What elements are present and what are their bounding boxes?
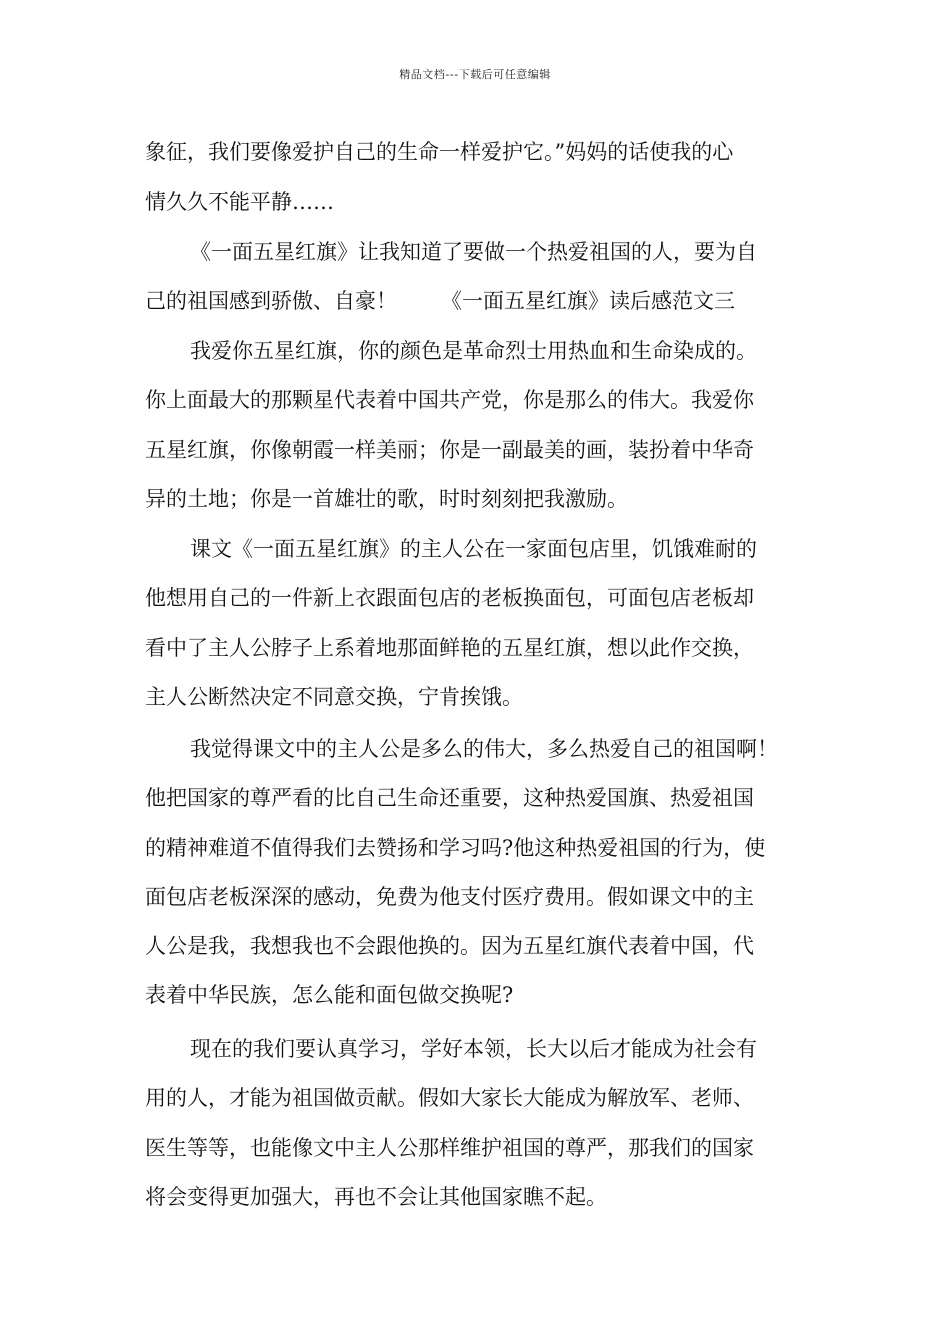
text-line: 主人公断然决定不同意交换，宁肯挨饿。 — [145, 685, 523, 709]
text-line: 我爱你五星红旗，你的颜色是革命烈士用热血和生命染成的。 — [190, 339, 757, 363]
text-line: 他把国家的尊严看的比自己生命还重要，这种热爱国旗、热爱祖国 — [145, 786, 754, 810]
text-line — [145, 286, 810, 316]
text-line: 你上面最大的那颗星代表着中国共产党，你是那么的伟大。我爱你 — [145, 388, 754, 412]
text-line: 情久久不能平静…… — [145, 190, 334, 214]
text-line: 我觉得课文中的主人公是多么的伟大，多么热爱自己的祖国啊！ — [190, 737, 778, 761]
text-line: 表着中华民族，怎么能和面包做交换呢? — [145, 983, 514, 1007]
text-line: 课文《一面五星红旗》的主人公在一家面包店里，饥饿难耐的 — [190, 537, 757, 561]
text-line: 他想用自己的一件新上衣跟面包店的老板换面包，可面包店老板却 — [145, 586, 754, 610]
text-line: 异的土地；你是一首雄壮的歌，时时刻刻把我激励。 — [145, 487, 628, 511]
text-line: 现在的我们要认真学习，学好本领，长大以后才能成为社会有 — [190, 1037, 757, 1061]
text-line: 象征，我们要像爱护自己的生命一样爱护它。”妈妈的话使我的心 — [145, 140, 734, 164]
text-line: 用的人，才能为祖国做贡献。假如大家长大能成为解放军、老师、 — [145, 1086, 754, 1110]
text-segment: 己的祖国感到骄傲、自豪！ — [145, 289, 397, 313]
text-line: 的精神难道不值得我们去赞扬和学习吗?他这种热爱祖国的行为，使 — [145, 836, 766, 860]
text-line: 《一面五星红旗》让我知道了要做一个热爱祖国的人，要为自 — [190, 240, 757, 264]
text-line: 将会变得更加强大，再也不会让其他国家瞧不起。 — [145, 1185, 607, 1209]
text-line: 面包店老板深深的感动，免费为他支付医疗费用。假如课文中的主 — [145, 885, 754, 909]
section-title: 《一面五星红旗》读后感范文三 — [441, 289, 735, 313]
text-line: 人公是我，我想我也不会跟他换的。因为五星红旗代表着中国，代 — [145, 934, 754, 958]
page-header: 精品文档---下载后可任意编辑 — [399, 68, 551, 81]
text-line: 五星红旗，你像朝霞一样美丽；你是一副最美的画，装扮着中华奇 — [145, 438, 754, 462]
text-line: 看中了主人公脖子上系着地那面鲜艳的五星红旗，想以此作交换， — [145, 636, 754, 660]
text-line: 医生等等，也能像文中主人公那样维护祖国的尊严，那我们的国家 — [145, 1136, 754, 1160]
